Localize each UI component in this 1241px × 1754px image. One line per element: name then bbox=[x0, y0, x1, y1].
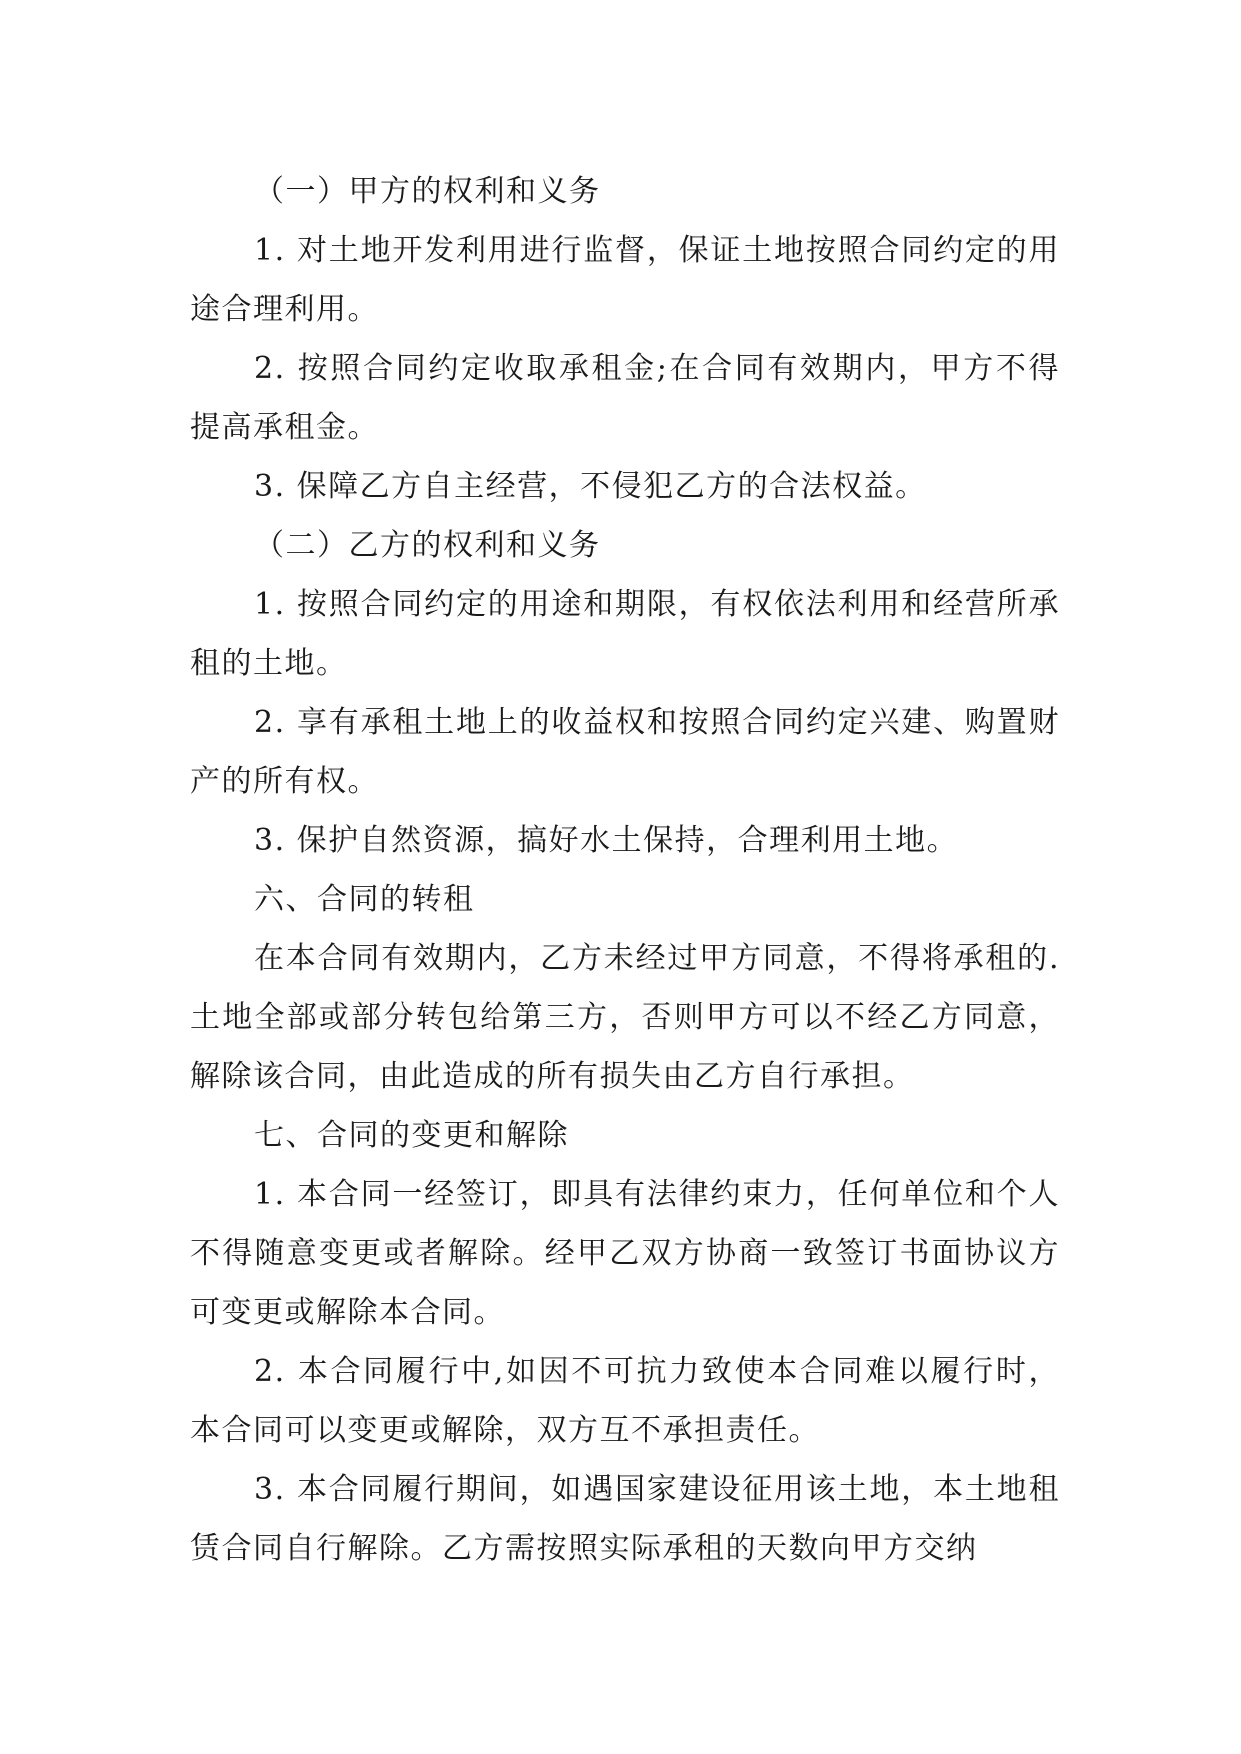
clause-a-2: 2. 按照合同约定收取承租金;在合同有效期内，甲方不得提高承租金。 bbox=[190, 351, 1060, 445]
section-heading-sublease: 六、合同的转租 bbox=[254, 882, 475, 917]
change-clause-2: 2. 本合同履行中,如因不可抗力致使本合同难以履行时，本合同可以变更或解除，双方互不承担责任。 bbox=[190, 1354, 1060, 1448]
sublease-text: 在本合同有效期内，乙方未经过甲方同意，不得将承租的. 土地全部或部分转包给第三方，否则甲方可以不经乙方同意，解除该合同，由此造成的所有损失由乙方自行承担。 bbox=[190, 941, 1060, 1094]
section-heading-party-b-rights: （二）乙方的权利和义务 bbox=[254, 528, 601, 563]
change-clause-3: 3. 本合同履行期间，如遇国家建设征用该土地，本土地租赁合同自行解除。乙方需按照实际承租的天数向甲方交纳 bbox=[190, 1472, 1060, 1566]
document-body bbox=[190, 162, 1060, 1578]
clause-a-1: 1. 对土地开发利用进行监督，保证土地按照合同约定的用途合理利用。 bbox=[190, 233, 1060, 327]
clause-b-2: 2. 享有承租土地上的收益权和按照合同约定兴建、购置财产的所有权。 bbox=[190, 705, 1060, 799]
clause-b-3: 3. 保护自然资源，搞好水土保持，合理利用土地。 bbox=[254, 823, 959, 858]
section-heading-party-a-rights: （一）甲方的权利和义务 bbox=[254, 174, 601, 209]
section-heading-change-termination: 七、合同的变更和解除 bbox=[254, 1118, 569, 1153]
clause-b-1: 1. 按照合同约定的用途和期限，有权依法利用和经营所承租的土地。 bbox=[190, 587, 1060, 681]
clause-a-3: 3. 保障乙方自主经营，不侵犯乙方的合法权益。 bbox=[254, 469, 927, 504]
change-clause-1: 1. 本合同一经签订，即具有法律约束力，任何单位和个人不得随意变更或者解除。经甲乙双方协商一致签订书面协议方可变更或解除本合同。 bbox=[190, 1177, 1060, 1330]
